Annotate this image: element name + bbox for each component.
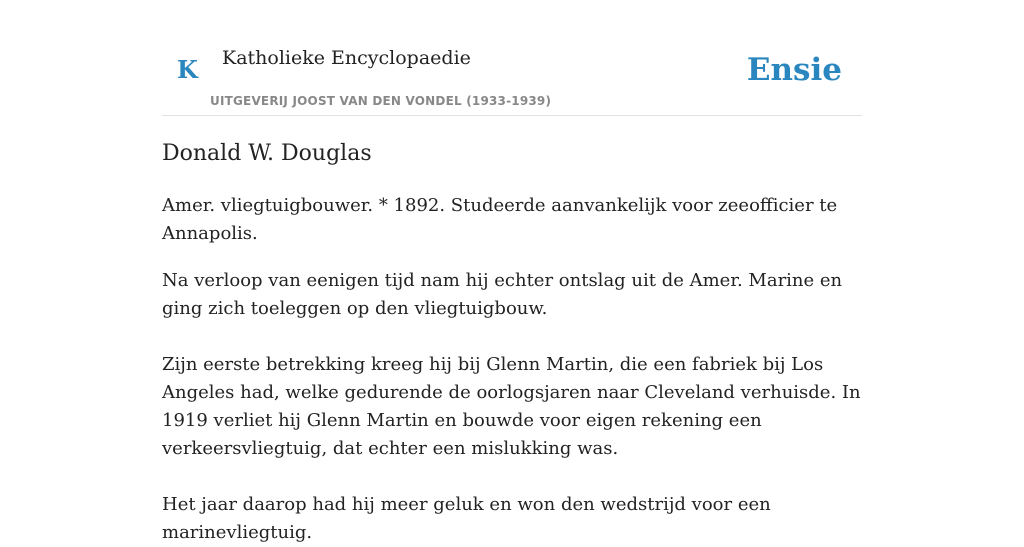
- encyclopedia-title-link[interactable]: Katholieke Encyclopaedie: [222, 47, 471, 69]
- ensie-brand-link[interactable]: Ensie: [746, 52, 842, 88]
- page-container: [162, 0, 862, 543]
- article-paragraph: Amer. vliegtuigbouwer. * 1892. Studeerde aanvankelijk voor zeeofficier te Annapolis.: [162, 195, 838, 244]
- article-paragraph: Zijn eerste betrekking kreeg hij bij Glenn Martin, die een fabriek bij Los Angeles had, welke gedurende de oorlogsjaren naar Cleveland verhuisde. In 1919 verliet hij Glenn Martin en bouwde voor eigen rekening een verkeersvliegtuig, dat echter een mislukking was.: [162, 354, 861, 459]
- site-header: [162, 0, 862, 116]
- article-body: [162, 192, 862, 547]
- article-title: Donald W. Douglas: [162, 141, 372, 166]
- site-logo[interactable]: K: [177, 55, 198, 84]
- publisher-subtitle: UITGEVERIJ JOOST VAN DEN VONDEL (1933-1939): [210, 94, 552, 108]
- article-paragraph: Na verloop van eenigen tijd nam hij echter ontslag uit de Amer. Marine en ging zich toeleggen op den vliegtuigbouw.: [162, 270, 843, 319]
- article-paragraph: Het jaar daarop had hij meer geluk en won den wedstrijd voor een marinevliegtuig.: [162, 494, 771, 543]
